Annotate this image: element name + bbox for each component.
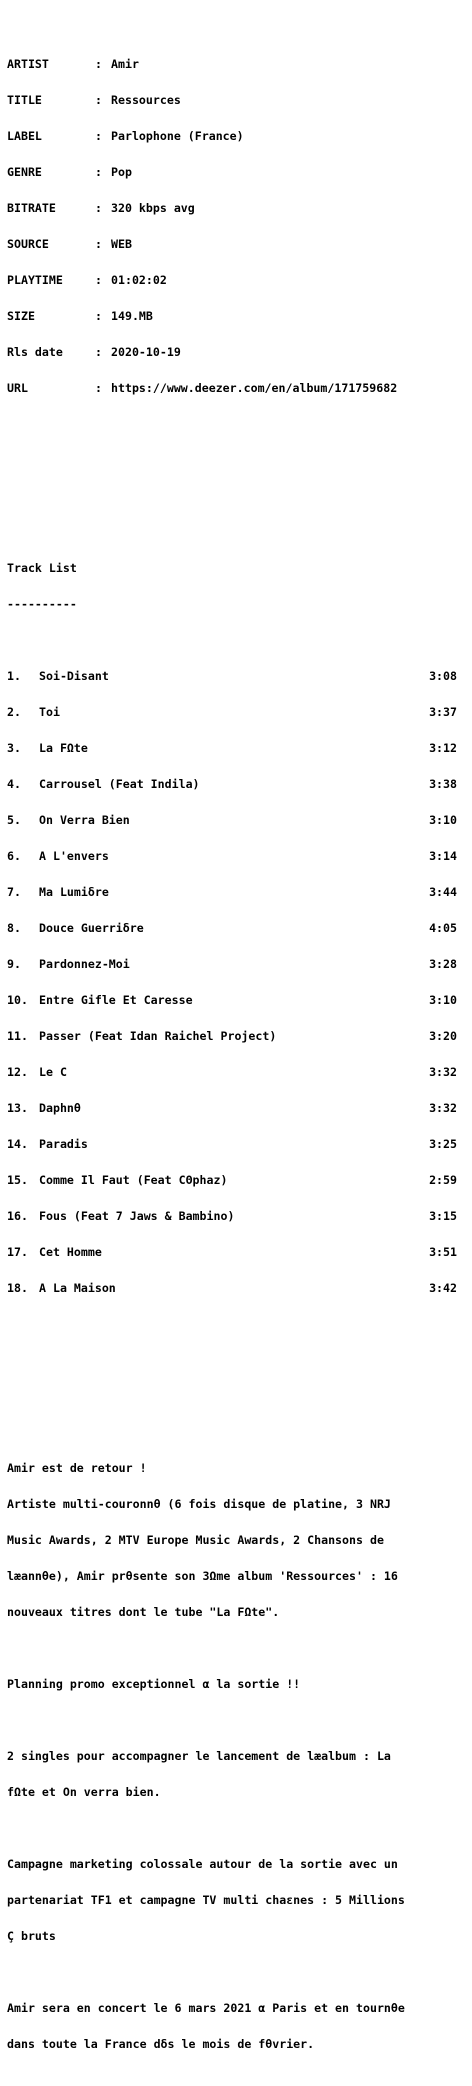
track-row <box>7 994 467 1006</box>
track-title: Comme Il Faut (Feat CΘphaz) <box>39 1173 228 1187</box>
metadata-key: TITLE <box>7 93 42 107</box>
track-number: 17. <box>7 1245 28 1259</box>
metadata-separator: : <box>95 129 102 143</box>
metadata-value: 320 kbps avg <box>111 201 195 215</box>
track-title: A L'envers <box>39 849 109 863</box>
track-duration: 3:15 <box>429 1209 457 1223</box>
metadata-key: GENRE <box>7 165 42 179</box>
track-duration: 3:10 <box>429 993 457 1007</box>
track-title: Fous (Feat 7 Jaws & Bambino) <box>39 1209 235 1223</box>
spacer <box>7 1390 467 1402</box>
track-number: 12. <box>7 1065 28 1079</box>
metadata-row-genre <box>7 166 467 178</box>
description-line: nouveaux titres dont le tube "La FΩte". <box>7 1605 280 1619</box>
track-title: Daphnθ <box>39 1101 81 1115</box>
metadata-row-release-date <box>7 346 467 358</box>
metadata-row-playtime <box>7 274 467 286</box>
track-row <box>7 850 467 862</box>
track-number: 15. <box>7 1173 28 1187</box>
description-line: Artiste multi-couronnθ (6 fois disque de platine, 3 NRJ <box>7 1497 391 1511</box>
description-line: 2 singles pour accompagner le lancement de læalbum : La <box>7 1749 391 1763</box>
track-duration: 3:28 <box>429 957 457 971</box>
metadata-value: Parlophone (France) <box>111 129 244 143</box>
track-duration: 4:05 <box>429 921 457 935</box>
metadata-separator: : <box>95 345 102 359</box>
track-duration: 3:51 <box>429 1245 457 1259</box>
metadata-key: ARTIST <box>7 57 49 71</box>
track-duration: 3:37 <box>429 705 457 719</box>
track-duration: 3:14 <box>429 849 457 863</box>
spacer <box>7 1966 467 1978</box>
track-title: On Verra Bien <box>39 813 130 827</box>
description-line: Campagne marketing colossale autour de la sortie avec un <box>7 1857 398 1871</box>
track-duration: 3:42 <box>429 1281 457 1295</box>
track-row <box>7 1174 467 1186</box>
track-title: A La Maison <box>39 1281 116 1295</box>
track-row <box>7 778 467 790</box>
tracklist-underline: ---------- <box>7 597 77 611</box>
track-number: 3. <box>7 741 21 755</box>
metadata-value: Pop <box>111 165 132 179</box>
track-number: 9. <box>7 957 21 971</box>
track-row <box>7 742 467 754</box>
spacer <box>7 1642 467 1654</box>
track-number: 2. <box>7 705 21 719</box>
metadata-separator: : <box>95 309 102 323</box>
track-number: 18. <box>7 1281 28 1295</box>
track-row <box>7 814 467 826</box>
description-line: fΩte et On verra bien. <box>7 1785 161 1799</box>
description-line: partenariat TF1 et campagne TV multi chaεnes : 5 Millions <box>7 1893 405 1907</box>
track-title: Douce Guerriδre <box>39 921 144 935</box>
description-line: Amir est de retour ! <box>7 1461 147 1475</box>
track-number: 14. <box>7 1137 28 1151</box>
track-title: Passer (Feat Idan Raichel Project) <box>39 1029 277 1043</box>
track-number: 7. <box>7 885 21 899</box>
metadata-separator: : <box>95 381 102 395</box>
metadata-key: SIZE <box>7 309 35 323</box>
metadata-separator: : <box>95 93 102 107</box>
track-duration: 3:08 <box>429 669 457 683</box>
track-row <box>7 1102 467 1114</box>
description-line: Ç bruts <box>7 1929 56 1943</box>
track-row <box>7 1066 467 1078</box>
description-line: Planning promo exceptionnel α la sortie !! <box>7 1677 301 1691</box>
track-row <box>7 1210 467 1222</box>
track-duration: 3:38 <box>429 777 457 791</box>
track-row <box>7 886 467 898</box>
metadata-value: Amir <box>111 57 139 71</box>
tracklist-heading: Track List <box>7 561 77 575</box>
track-number: 4. <box>7 777 21 791</box>
metadata-value: 01:02:02 <box>111 273 167 287</box>
metadata-key: SOURCE <box>7 237 49 251</box>
track-number: 1. <box>7 669 21 683</box>
metadata-separator: : <box>95 165 102 179</box>
track-title: Paradis <box>39 1137 88 1151</box>
metadata-row-artist <box>7 58 467 70</box>
track-title: La FΩte <box>39 741 88 755</box>
metadata-key: URL <box>7 381 28 395</box>
track-title: Pardonnez-Moi <box>39 957 130 971</box>
description-line: dans toute la France dδs le mois de fθvrier. <box>7 2037 315 2051</box>
metadata-separator: : <box>95 201 102 215</box>
track-number: 6. <box>7 849 21 863</box>
track-title: Entre Gifle Et Caresse <box>39 993 193 1007</box>
track-title: Ma Lumiδre <box>39 885 109 899</box>
track-number: 13. <box>7 1101 28 1115</box>
metadata-url-value: https://www.deezer.com/en/album/171759682 <box>111 381 398 395</box>
track-duration: 3:25 <box>429 1137 457 1151</box>
metadata-key: BITRATE <box>7 201 56 215</box>
description-line: Music Awards, 2 MTV Europe Music Awards, 2 Chansons de <box>7 1533 384 1547</box>
spacer <box>7 1714 467 1726</box>
metadata-key: PLAYTIME <box>7 273 63 287</box>
spacer <box>7 490 467 502</box>
track-duration: 3:10 <box>429 813 457 827</box>
description-line: Amir sera en concert le 6 mars 2021 α Paris et en tournθe <box>7 2001 405 2015</box>
track-row <box>7 1138 467 1150</box>
track-duration: 3:12 <box>429 741 457 755</box>
metadata-key: LABEL <box>7 129 42 143</box>
track-row <box>7 706 467 718</box>
track-title: Soi-Disant <box>39 669 109 683</box>
track-row <box>7 958 467 970</box>
track-row <box>7 922 467 934</box>
spacer <box>7 634 467 646</box>
track-duration: 3:32 <box>429 1065 457 1079</box>
track-row <box>7 1282 467 1294</box>
track-duration: 3:32 <box>429 1101 457 1115</box>
nfo-text-document <box>7 10 467 2086</box>
metadata-value: 149.MB <box>111 309 153 323</box>
metadata-value: WEB <box>111 237 132 251</box>
track-number: 16. <box>7 1209 28 1223</box>
metadata-key: Rls date <box>7 345 63 359</box>
track-row <box>7 670 467 682</box>
metadata-separator: : <box>95 57 102 71</box>
track-number: 5. <box>7 813 21 827</box>
spacer <box>7 1822 467 1834</box>
metadata-separator: : <box>95 273 102 287</box>
track-title: Le C <box>39 1065 67 1079</box>
spacer <box>7 454 467 466</box>
track-duration: 2:59 <box>429 1173 457 1187</box>
release-metadata <box>7 34 467 418</box>
metadata-row-label <box>7 130 467 142</box>
track-title: Cet Homme <box>39 1245 102 1259</box>
metadata-separator: : <box>95 237 102 251</box>
metadata-row-title <box>7 94 467 106</box>
tracklist <box>7 538 467 1318</box>
track-row <box>7 1030 467 1042</box>
metadata-row-url <box>7 382 467 394</box>
track-duration: 3:44 <box>429 885 457 899</box>
metadata-value: Ressources <box>111 93 181 107</box>
track-number: 11. <box>7 1029 28 1043</box>
track-row <box>7 1246 467 1258</box>
track-title: Carrousel (Feat Indila) <box>39 777 200 791</box>
metadata-row-bitrate <box>7 202 467 214</box>
track-number: 10. <box>7 993 28 1007</box>
metadata-row-source <box>7 238 467 250</box>
track-number: 8. <box>7 921 21 935</box>
metadata-row-size <box>7 310 467 322</box>
metadata-value: 2020-10-19 <box>111 345 181 359</box>
track-title: Toi <box>39 705 60 719</box>
spacer <box>7 1354 467 1366</box>
description <box>7 1438 467 2074</box>
description-line: læannθe), Amir prθsente son 3Ωme album 'Ressources' : 16 <box>7 1569 398 1583</box>
track-duration: 3:20 <box>429 1029 457 1043</box>
